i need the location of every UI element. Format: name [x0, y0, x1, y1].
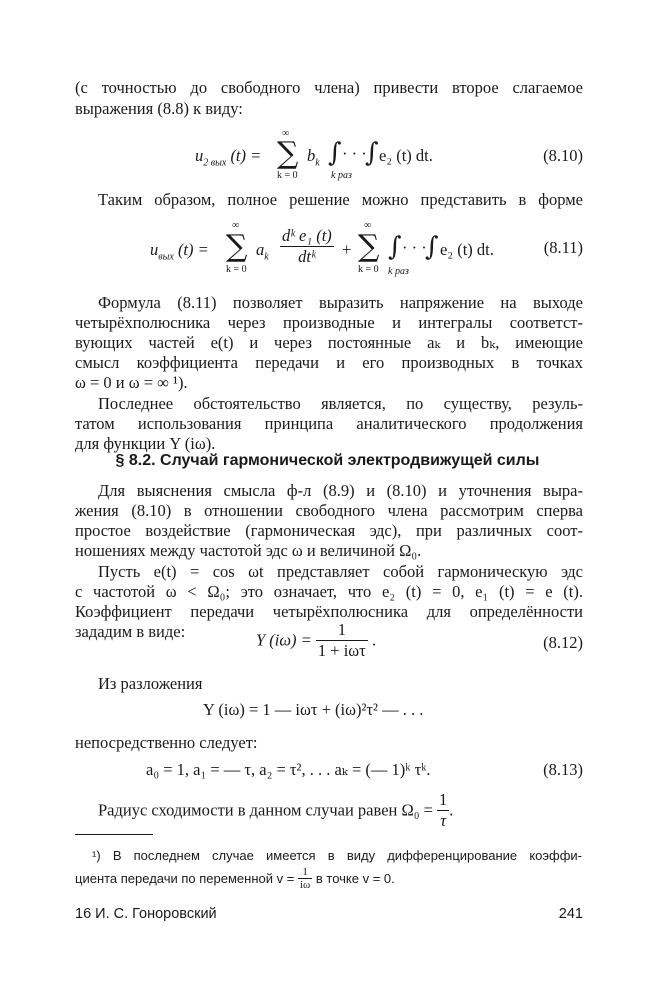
eq-8-11-plus: + — [342, 240, 352, 259]
paragraph-6-line-4: зададим в виде: — [75, 622, 186, 641]
paragraph-1-line-1: (с точностью до свободного члена) привести второе слагаемое — [75, 78, 583, 97]
equation-number-8-11: (8.11) — [543, 238, 583, 257]
eq-8-11-frac-den: dtᵏ — [298, 247, 316, 266]
paragraph-4-line-1: Последнее обстоятельство является, по существу, резуль- — [98, 394, 583, 413]
equation-number-8-13: (8.13) — [543, 760, 583, 779]
paragraph-9-tail: . — [449, 800, 454, 820]
paragraph-4-line-3: для функции Y (iω). — [75, 434, 216, 453]
eq-8-10-sum-bottom: k = 0 — [277, 170, 298, 181]
eq-8-11-integrand: e₂ (t) dt. — [440, 240, 494, 259]
paragraph-5-line-1: Для выяснения смысла ф-л (8.9) и (8.10) и уточнения выра- — [98, 481, 583, 500]
equation-8-12 — [256, 620, 376, 661]
eq-8-11-dots: · · · — [402, 238, 427, 257]
paragraph-3-line-4: смысл коэффициента передачи и его производных в точках — [75, 353, 583, 372]
eq-8-10-dots: · · · — [342, 144, 367, 163]
footnote-divider — [75, 834, 153, 835]
eq-8-10-sum-top: ∞ — [282, 128, 290, 139]
footnote-fraction — [298, 866, 312, 891]
eq-8-11-sum2-top: ∞ — [364, 220, 372, 231]
eq-8-10-integral-icon-2: ∫ — [365, 138, 379, 168]
eq-8-11-sum2-icon: ∑ — [358, 229, 380, 264]
eq-8-11-lhs-sub: вых — [158, 251, 174, 263]
eq-8-10-lhs-arg: (t) = — [230, 146, 262, 165]
footnote-frac-num: 1 — [298, 866, 312, 879]
eq-8-11-integral-icon: ∫ — [388, 232, 402, 262]
footnote-line-2-start: циента передачи по переменной v = — [75, 871, 295, 886]
eq-8-10-integral-icon: ∫ — [328, 138, 342, 168]
paragraph-5-line-3: простое воздействие (гармоническая эдс), при различных соот- — [75, 521, 583, 540]
eq-8-11-sum-bottom: k = 0 — [226, 264, 247, 275]
paragraph-4-line-2: татом использования принципа аналитического продолжения — [75, 414, 583, 433]
expansion-formula: Y (iω) = 1 — iωτ + (iω)²τ² — . . . — [203, 700, 424, 719]
eq-8-11-lhs-var: u — [150, 240, 159, 259]
page-number: 241 — [558, 906, 583, 922]
paragraph-5-line-4: ношениях между частотой эдс ω и величиной Ω₀. — [75, 541, 422, 560]
paragraph-5-line-2: жения (8.10) в отношении свободного члена рассмотрим сперва — [75, 501, 583, 520]
footnote-frac-den: iω — [299, 879, 311, 891]
paragraph-1-line-2: выражения (8.8) к виду: — [75, 99, 243, 118]
paragraph-7: Из разложения — [98, 674, 203, 693]
footer-signature: 16 И. С. Гоноровский — [75, 906, 217, 922]
paragraph-3-line-3: вующих частей e(t) и через постоянные aₖ и bₖ, имеющие — [75, 333, 583, 352]
paragraph-3-line-2: четырёхполюсника через производные и интегралы соответст- — [75, 313, 583, 332]
eq-8-12-den: 1 + iωτ — [317, 641, 366, 660]
eq-8-12-num: 1 — [316, 620, 368, 641]
eq-8-12-tail: . — [371, 630, 377, 650]
paragraph-9 — [98, 790, 583, 830]
paragraph-2: Таким образом, полное решение можно представить в форме — [98, 190, 583, 209]
eq-8-11-lhs-arg: (t) = — [177, 240, 209, 259]
eq-8-11-coef-sub: k — [264, 251, 269, 263]
eq-8-11-sum2-bottom: k = 0 — [358, 264, 379, 275]
radius-frac-den: τ — [440, 811, 447, 830]
eq-8-10-lhs-var: u — [195, 146, 204, 165]
equation-number-8-10: (8.10) — [543, 146, 583, 165]
eq-8-11-integral-icon-2: ∫ — [425, 232, 439, 262]
paragraph-3-line-5: ω = 0 и ω = ∞ ¹). — [75, 373, 188, 392]
eq-8-10-lhs-sub: 2 вых — [203, 157, 227, 169]
eq-8-10-sum-icon: ∑ — [277, 136, 299, 171]
equation-number-8-12: (8.12) — [543, 633, 583, 652]
equation-8-13: a₀ = 1, a₁ = — τ, a₂ = τ², . . . aₖ = (— 1)ᵏ τᵏ. — [146, 760, 431, 779]
eq-8-11-integral-label: k раз — [388, 266, 409, 277]
paragraph-6-line-1: Пусть e(t) = cos ωt представляет собой гармоническую эдс — [98, 562, 583, 581]
footnote-line-1: ¹) В последнем случае имеется в виду дифференцирование коэффи- — [92, 848, 582, 863]
eq-8-10-coef: b — [307, 146, 316, 165]
eq-8-10-coef-sub: k — [315, 157, 320, 169]
eq-8-11-fraction — [280, 226, 334, 267]
paragraph-6-line-2: с частотой ω < Ω₀; это означает, что e₂ (t) = 0, e₁ (t) = e (t). — [75, 582, 583, 601]
radius-frac-num: 1 — [439, 790, 448, 809]
eq-8-12-lhs: Y (iω) = — [256, 630, 312, 650]
eq-8-10-integral-label: k раз — [331, 170, 352, 181]
section-heading: § 8.2. Случай гармонической электродвижущей силы — [115, 452, 540, 469]
eq-8-11-sum-top: ∞ — [232, 220, 240, 231]
eq-8-11-sum-icon: ∑ — [226, 229, 248, 264]
paragraph-9-text: Радиус сходимости в данном случаи равен Ω₀ = — [98, 800, 433, 820]
eq-8-11-coef: a — [256, 240, 265, 259]
paragraph-3-line-1: Формула (8.11) позволяет выразить напряжение на выходе — [98, 293, 583, 312]
eq-8-12-fraction — [316, 620, 368, 661]
paragraph-6-line-3: Коэффициент передачи четырёхполюсника для определённости — [75, 602, 583, 621]
eq-8-11-frac-num: dᵏ e₁ (t) — [282, 226, 332, 245]
footnote-line-2-end: в точке v = 0. — [315, 871, 395, 886]
eq-8-10-integrand: e₂ (t) dt. — [379, 146, 433, 165]
footnote-line-2 — [75, 866, 583, 896]
radius-fraction — [437, 790, 449, 831]
paragraph-8: непосредственно следует: — [75, 733, 258, 752]
